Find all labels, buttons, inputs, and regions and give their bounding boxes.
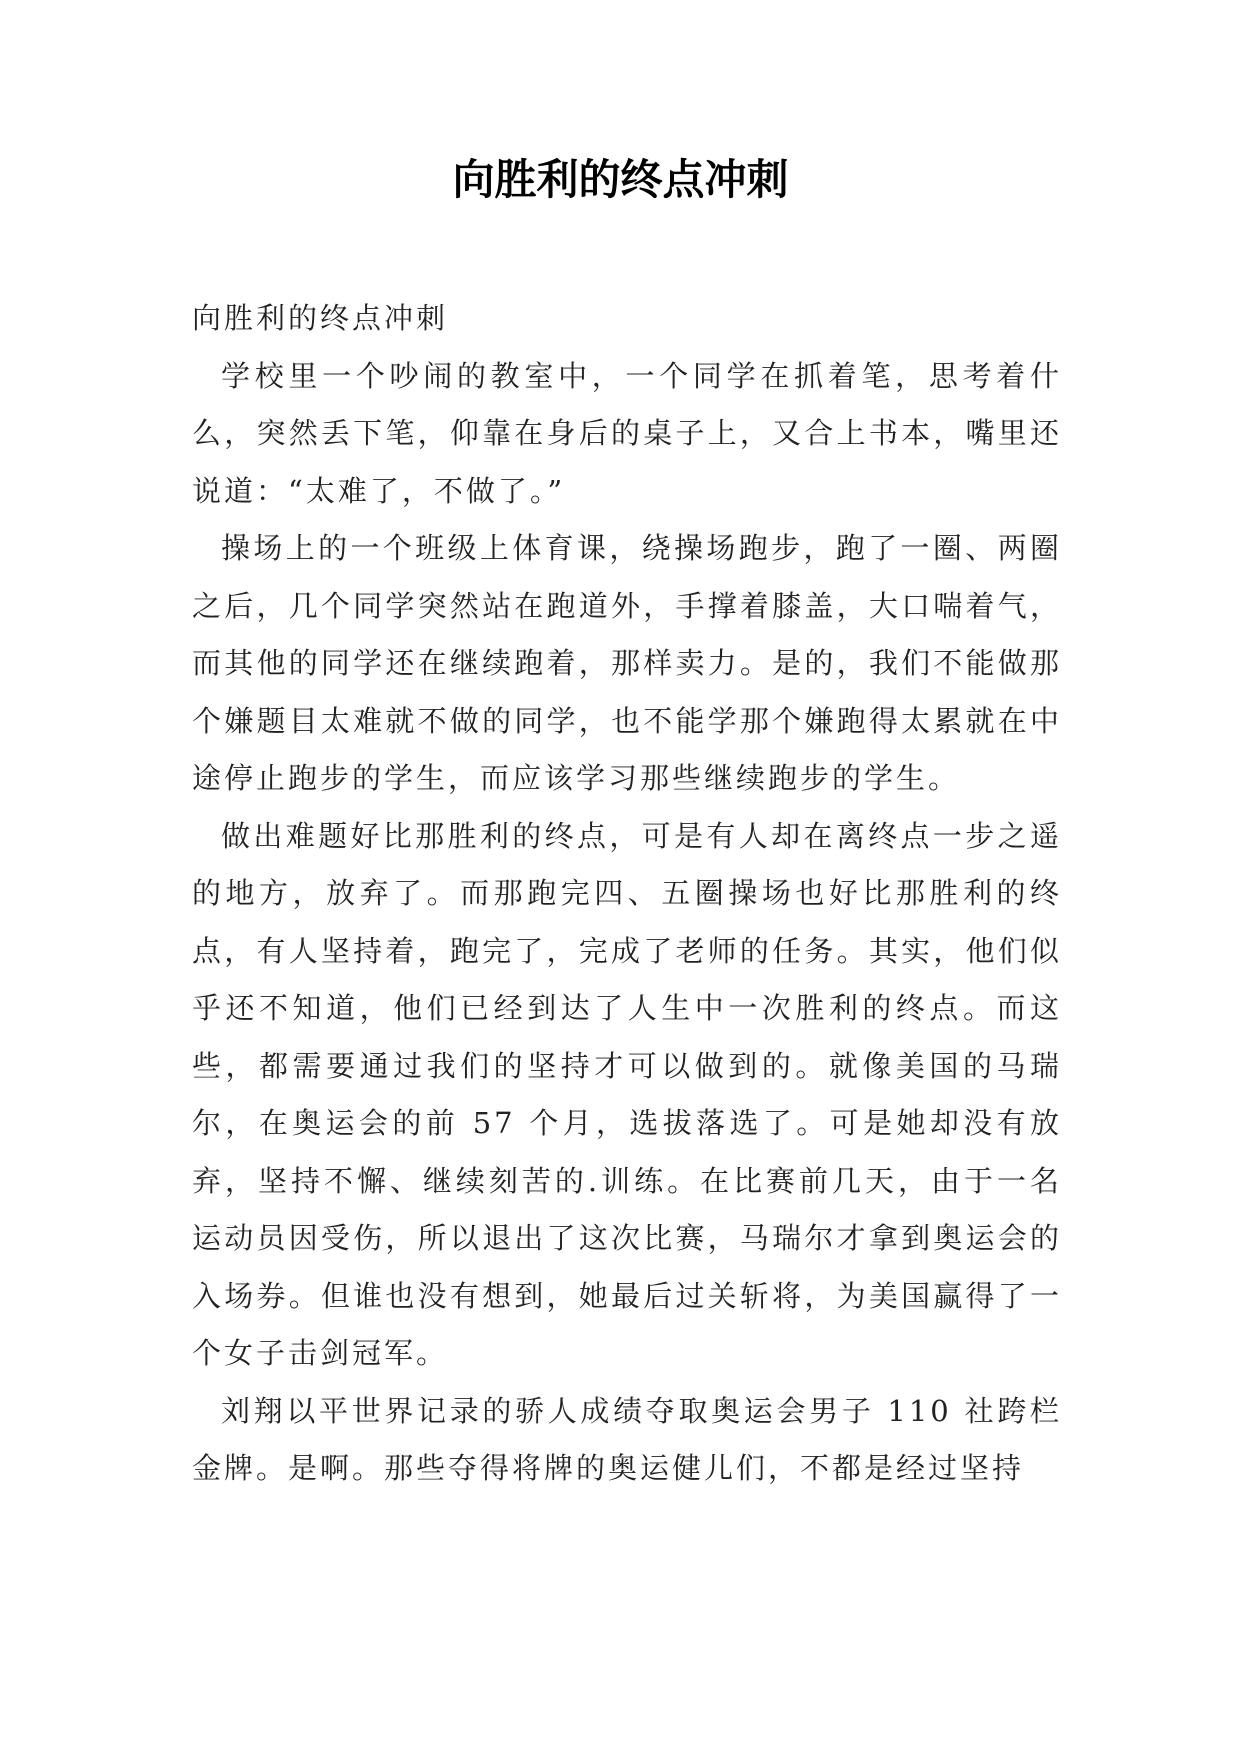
document-title: 向胜利的终点冲刺 bbox=[452, 155, 789, 204]
body-paragraph: 做出难题好比那胜利的终点，可是有人却在离终点一步之遥的地方，放弃了。而那跑完四、五圈操场也好比那胜利的终点，有人坚持着，跑完了，完成了老师的任务。其实，他们似乎还不知道，他们已经到达了人生中一次胜利的终点。而这些，都需要通过我们的坚持才可以做到的。就像美国的马瑞尔，在奥运会的前 57 个月，选拔落选了。可是她却没有放弃，坚持不懈、继续刻苦的.训练。在比赛前几天，由于一名运动员因受伤，所以退出了这次比赛，马瑞尔才拿到奥运会的入场券。但谁也没有想到，她最后过关斩将，为美国赢得了一个女子击剑冠军。 bbox=[192, 818, 1062, 1370]
document-body bbox=[192, 290, 1062, 1498]
body-paragraph: 学校里一个吵闹的教室中，一个同学在抓着笔，思考着什么，突然丢下笔，仰靠在身后的桌子上，又合上书本，嘴里还说道：“太难了，不做了。” bbox=[192, 358, 1062, 508]
subtitle-paragraph: 向胜利的终点冲刺 bbox=[192, 301, 449, 335]
body-paragraph: 操场上的一个班级上体育课，绕操场跑步，跑了一圈、两圈之后，几个同学突然站在跑道外，手撑着膝盖，大口喘着气，而其他的同学还在继续跑着，那样卖力。是的，我们不能做那个嫌题目太难就不做的同学，也不能学那个嫌跑得太累就在中途停止跑步的学生，而应该学习那些继续跑步的学生。 bbox=[192, 531, 1062, 795]
body-paragraph: 刘翔以平世界记录的骄人成绩夺取奥运会男子 110 社跨栏金牌。是啊。那些夺得将牌的奥运健儿们，不都是经过坚持 bbox=[192, 1393, 1062, 1485]
